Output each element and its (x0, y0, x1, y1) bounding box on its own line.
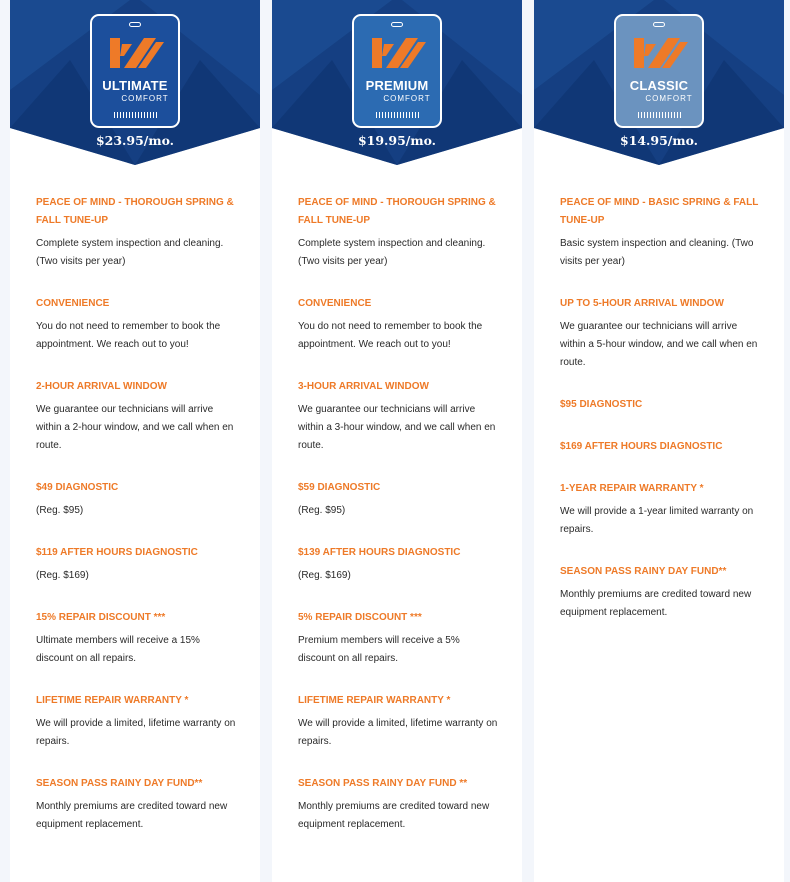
feature-list (298, 194, 498, 858)
feature-title: $169 AFTER HOURS DIAGNOSTIC (560, 441, 723, 452)
feature-item (298, 544, 498, 585)
plan-card-premium (272, 0, 522, 882)
feature-description: We will provide a limited, lifetime warranty on repairs. (298, 718, 498, 747)
feature-item (560, 480, 760, 539)
feature-title: 15% REPAIR DISCOUNT *** (36, 612, 166, 623)
feature-item (36, 378, 236, 455)
plan-header (10, 0, 260, 165)
plan-tier-name: PREMIUM (365, 78, 429, 93)
feature-description: Monthly premiums are credited toward new equipment replacement. (298, 801, 490, 830)
badge-slot (653, 22, 665, 27)
feature-title: SEASON PASS RAINY DAY FUND** (560, 566, 727, 577)
feature-item (36, 609, 236, 668)
feature-title: 1-YEAR REPAIR WARRANTY * (560, 483, 704, 494)
badge-slot (391, 22, 403, 27)
brand-chevron-icon (108, 34, 164, 74)
feature-title: SEASON PASS RAINY DAY FUND ** (298, 778, 468, 789)
feature-description: Complete system inspection and cleaning. (Two visits per year) (36, 238, 224, 267)
feature-description: (Reg. $169) (298, 570, 351, 581)
feature-title: 2-HOUR ARRIVAL WINDOW (36, 381, 167, 392)
feature-description: Basic system inspection and cleaning. (Two visits per year) (560, 238, 754, 267)
feature-description: (Reg. $169) (36, 570, 89, 581)
feature-title: LIFETIME REPAIR WARRANTY * (298, 695, 451, 706)
feature-title: $49 DIAGNOSTIC (36, 482, 119, 493)
badge-slot (129, 22, 141, 27)
plan-tier-name: CLASSIC (629, 78, 689, 93)
feature-description: We will provide a limited, lifetime warranty on repairs. (36, 718, 236, 747)
plan-price: $14.95/mo. (619, 133, 699, 148)
feature-item (36, 295, 236, 354)
feature-title: CONVENIENCE (298, 298, 372, 309)
feature-description: (Reg. $95) (36, 505, 84, 516)
plan-tier-name: ULTIMATE (102, 78, 168, 93)
plan-price: $23.95/mo. (95, 133, 175, 148)
feature-title: PEACE OF MIND - BASIC SPRING & FALL TUNE-UP (560, 197, 759, 226)
feature-list (36, 194, 236, 858)
feature-description: (Reg. $95) (298, 505, 346, 516)
badge-barcode (638, 112, 682, 118)
feature-item (560, 396, 760, 414)
feature-description: We guarantee our technicians will arrive within a 2-hour window, and we call when en route. (36, 404, 234, 451)
feature-title: 5% REPAIR DISCOUNT *** (298, 612, 422, 623)
feature-title: LIFETIME REPAIR WARRANTY * (36, 695, 189, 706)
feature-description: We guarantee our technicians will arrive within a 5-hour window, and we call when en route. (560, 321, 758, 368)
feature-title: $59 DIAGNOSTIC (298, 482, 381, 493)
feature-item (36, 775, 236, 834)
feature-description: We will provide a 1-year limited warranty on repairs. (560, 506, 754, 535)
plan-card-ultimate (10, 0, 260, 882)
feature-title: $119 AFTER HOURS DIAGNOSTIC (36, 547, 198, 558)
feature-description: We guarantee our technicians will arrive within a 3-hour window, and we call when en route. (298, 404, 496, 451)
feature-item (298, 378, 498, 455)
feature-item (298, 479, 498, 520)
feature-title: $95 DIAGNOSTIC (560, 399, 643, 410)
feature-description: Ultimate members will receive a 15% discount on all repairs. (36, 635, 200, 664)
feature-description: Complete system inspection and cleaning. (Two visits per year) (298, 238, 486, 267)
plan-badge (614, 14, 704, 128)
feature-item (298, 295, 498, 354)
feature-description: You do not need to remember to book the appointment. We reach out to you! (298, 321, 483, 350)
feature-item (36, 194, 236, 271)
feature-title: PEACE OF MIND - THOROUGH SPRING & FALL TUNE-UP (36, 197, 234, 226)
feature-item (36, 479, 236, 520)
feature-title: $139 AFTER HOURS DIAGNOSTIC (298, 547, 461, 558)
feature-description: Premium members will receive a 5% discount on all repairs. (298, 635, 460, 664)
feature-item (298, 775, 498, 834)
feature-item (560, 194, 760, 271)
plan-badge (90, 14, 180, 128)
plan-price: $19.95/mo. (357, 133, 437, 148)
feature-title: 3-HOUR ARRIVAL WINDOW (298, 381, 429, 392)
feature-item (560, 295, 760, 372)
feature-description: You do not need to remember to book the appointment. We reach out to you! (36, 321, 221, 350)
feature-description: Monthly premiums are credited toward new equipment replacement. (36, 801, 228, 830)
plan-tier-sub: COMFORT (121, 94, 169, 103)
feature-item (298, 194, 498, 271)
feature-list (560, 194, 760, 646)
plan-header (272, 0, 522, 165)
brand-chevron-icon (632, 34, 688, 74)
feature-title: UP TO 5-HOUR ARRIVAL WINDOW (560, 298, 724, 309)
plan-card-classic (534, 0, 784, 882)
feature-item (36, 544, 236, 585)
plan-badge (352, 14, 442, 128)
feature-description: Monthly premiums are credited toward new equipment replacement. (560, 589, 752, 618)
plan-header (534, 0, 784, 165)
plan-tier-sub: COMFORT (383, 94, 431, 103)
feature-item (560, 563, 760, 622)
feature-title: CONVENIENCE (36, 298, 110, 309)
badge-barcode (114, 112, 158, 118)
badge-barcode (376, 112, 420, 118)
feature-title: PEACE OF MIND - THOROUGH SPRING & FALL TUNE-UP (298, 197, 496, 226)
brand-chevron-icon (370, 34, 426, 74)
feature-item (36, 692, 236, 751)
feature-item (560, 438, 760, 456)
plan-tier-sub: COMFORT (645, 94, 693, 103)
feature-item (298, 692, 498, 751)
feature-title: SEASON PASS RAINY DAY FUND** (36, 778, 203, 789)
feature-item (298, 609, 498, 668)
